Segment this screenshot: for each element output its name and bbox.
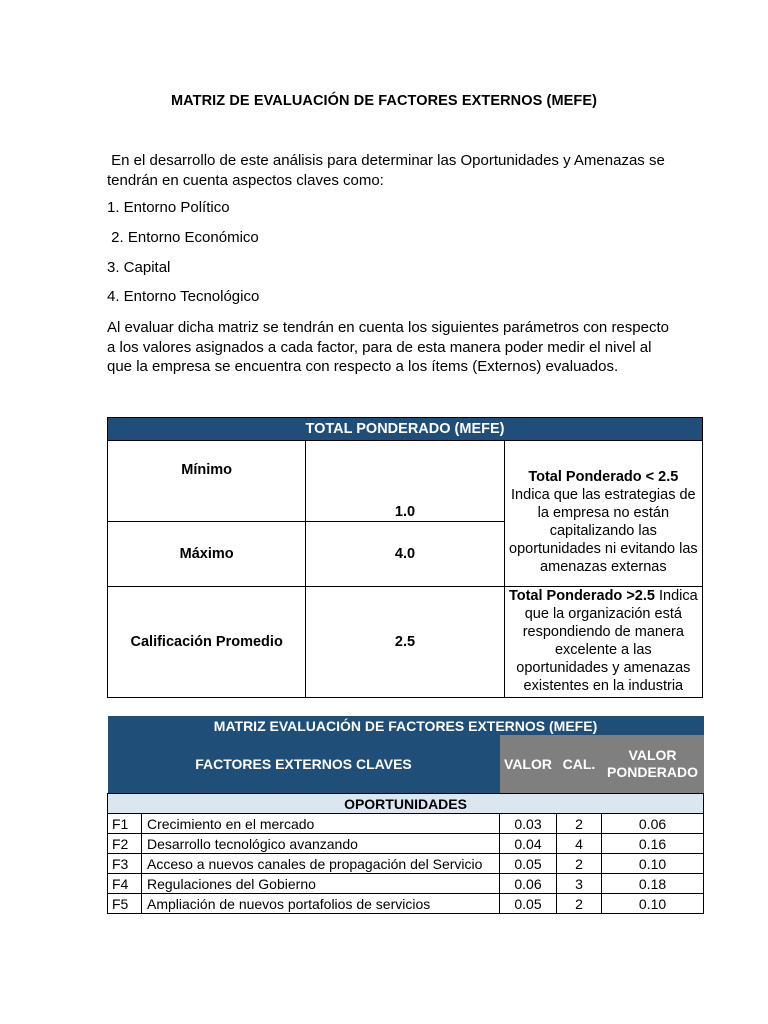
factor-code: F1 bbox=[108, 814, 142, 834]
factor-valor: 0.06 bbox=[500, 874, 557, 894]
factor-valor: 0.05 bbox=[500, 894, 557, 914]
col-ponderado-line: VALOR bbox=[628, 747, 677, 763]
factor-ponderado: 0.18 bbox=[602, 874, 704, 894]
factor-cal: 4 bbox=[557, 834, 602, 854]
factor-valor: 0.05 bbox=[500, 854, 557, 874]
list-item: 3. Capital bbox=[107, 259, 171, 276]
table-row bbox=[108, 854, 704, 874]
table-header-row bbox=[108, 418, 703, 441]
paragraph-line: a los valores asignados a cada factor, para de esta manera poder medir el nivel al bbox=[107, 338, 652, 356]
matrix-title: MATRIZ EVALUACIÓN DE FACTORES EXTERNOS (MEFE) bbox=[108, 716, 704, 735]
table-row bbox=[108, 834, 704, 854]
factor-name: Acceso a nuevos canales de propagación del Servicio bbox=[142, 854, 500, 874]
col-factors-header: FACTORES EXTERNOS CLAVES bbox=[108, 735, 500, 794]
factor-code: F2 bbox=[108, 834, 142, 854]
factor-code: F5 bbox=[108, 894, 142, 914]
factor-code: F4 bbox=[108, 874, 142, 894]
note-low-bold: Total Ponderado < 2.5 bbox=[528, 469, 679, 485]
col-cal-header: CAL. bbox=[557, 735, 602, 794]
col-valor-header: VALOR bbox=[500, 735, 557, 794]
factor-ponderado: 0.10 bbox=[602, 854, 704, 874]
intro-line: En el desarrollo de este análisis para determinar las Oportunidades y Amenazas se bbox=[107, 152, 665, 169]
row-label: Mínimo bbox=[108, 441, 306, 522]
factor-valor: 0.03 bbox=[500, 814, 557, 834]
list-item: 2. Entorno Económico bbox=[107, 229, 259, 246]
paragraph-line: Al evaluar dicha matriz se tendrán en cuenta los siguientes parámetros con respecto bbox=[107, 319, 669, 336]
factor-name: Desarrollo tecnológico avanzando bbox=[142, 834, 500, 854]
factor-name: Crecimiento en el mercado bbox=[142, 814, 500, 834]
note-high-text: Indica que la organización está respondiendo de manera excelente a las oportunidades y amenazas existentes en la industria bbox=[516, 588, 698, 694]
factor-valor: 0.04 bbox=[500, 834, 557, 854]
table-header: TOTAL PONDERADO (MEFE) bbox=[108, 418, 703, 441]
factor-cal: 2 bbox=[557, 854, 602, 874]
matrix-title-row bbox=[108, 716, 704, 735]
factor-code: F3 bbox=[108, 854, 142, 874]
note-high bbox=[504, 587, 702, 698]
intro-line: tendrán en cuenta aspectos claves como: bbox=[107, 171, 384, 189]
row-label: Máximo bbox=[108, 522, 306, 587]
factor-ponderado: 0.10 bbox=[602, 894, 704, 914]
row-label: Calificación Promedio bbox=[108, 587, 306, 698]
row-value: 1.0 bbox=[306, 441, 504, 522]
matrix-header-row bbox=[108, 735, 704, 794]
total-ponderado-table bbox=[107, 417, 703, 698]
table-row bbox=[108, 874, 704, 894]
page-title: MATRIZ DE EVALUACIÓN DE FACTORES EXTERNOS (MEFE) bbox=[170, 93, 598, 109]
table-row bbox=[108, 814, 704, 834]
note-low-text: Indica que las estrategias de la empresa no están capitalizando las oportunidades ni evitando las amenazas externas bbox=[509, 487, 698, 575]
col-ponderado-header bbox=[602, 735, 704, 794]
note-high-bold: Total Ponderado >2.5 bbox=[508, 588, 655, 604]
row-value: 2.5 bbox=[306, 587, 504, 698]
row-value: 4.0 bbox=[306, 522, 504, 587]
list-item: 1. Entorno Político bbox=[107, 199, 230, 216]
table-row bbox=[108, 441, 703, 522]
note-low bbox=[504, 441, 702, 587]
paragraph-line: que la empresa se encuentra con respecto a los ítems (Externos) evaluados. bbox=[107, 358, 619, 375]
section-label: OPORTUNIDADES bbox=[108, 794, 704, 814]
mefe-matrix-table bbox=[107, 716, 704, 914]
intro-paragraph bbox=[107, 151, 665, 190]
table-row bbox=[108, 587, 703, 698]
factor-name: Regulaciones del Gobierno bbox=[142, 874, 500, 894]
section-row bbox=[108, 794, 704, 814]
col-ponderado-line: PONDERADO bbox=[607, 764, 699, 780]
table-row bbox=[108, 894, 704, 914]
factor-name: Ampliación de nuevos portafolios de servicios bbox=[142, 894, 500, 914]
list-item: 4. Entorno Tecnológico bbox=[107, 288, 260, 305]
factor-cal: 2 bbox=[557, 814, 602, 834]
factor-ponderado: 0.16 bbox=[602, 834, 704, 854]
factor-cal: 3 bbox=[557, 874, 602, 894]
parameters-paragraph bbox=[107, 318, 669, 377]
factor-cal: 2 bbox=[557, 894, 602, 914]
factor-ponderado: 0.06 bbox=[602, 814, 704, 834]
